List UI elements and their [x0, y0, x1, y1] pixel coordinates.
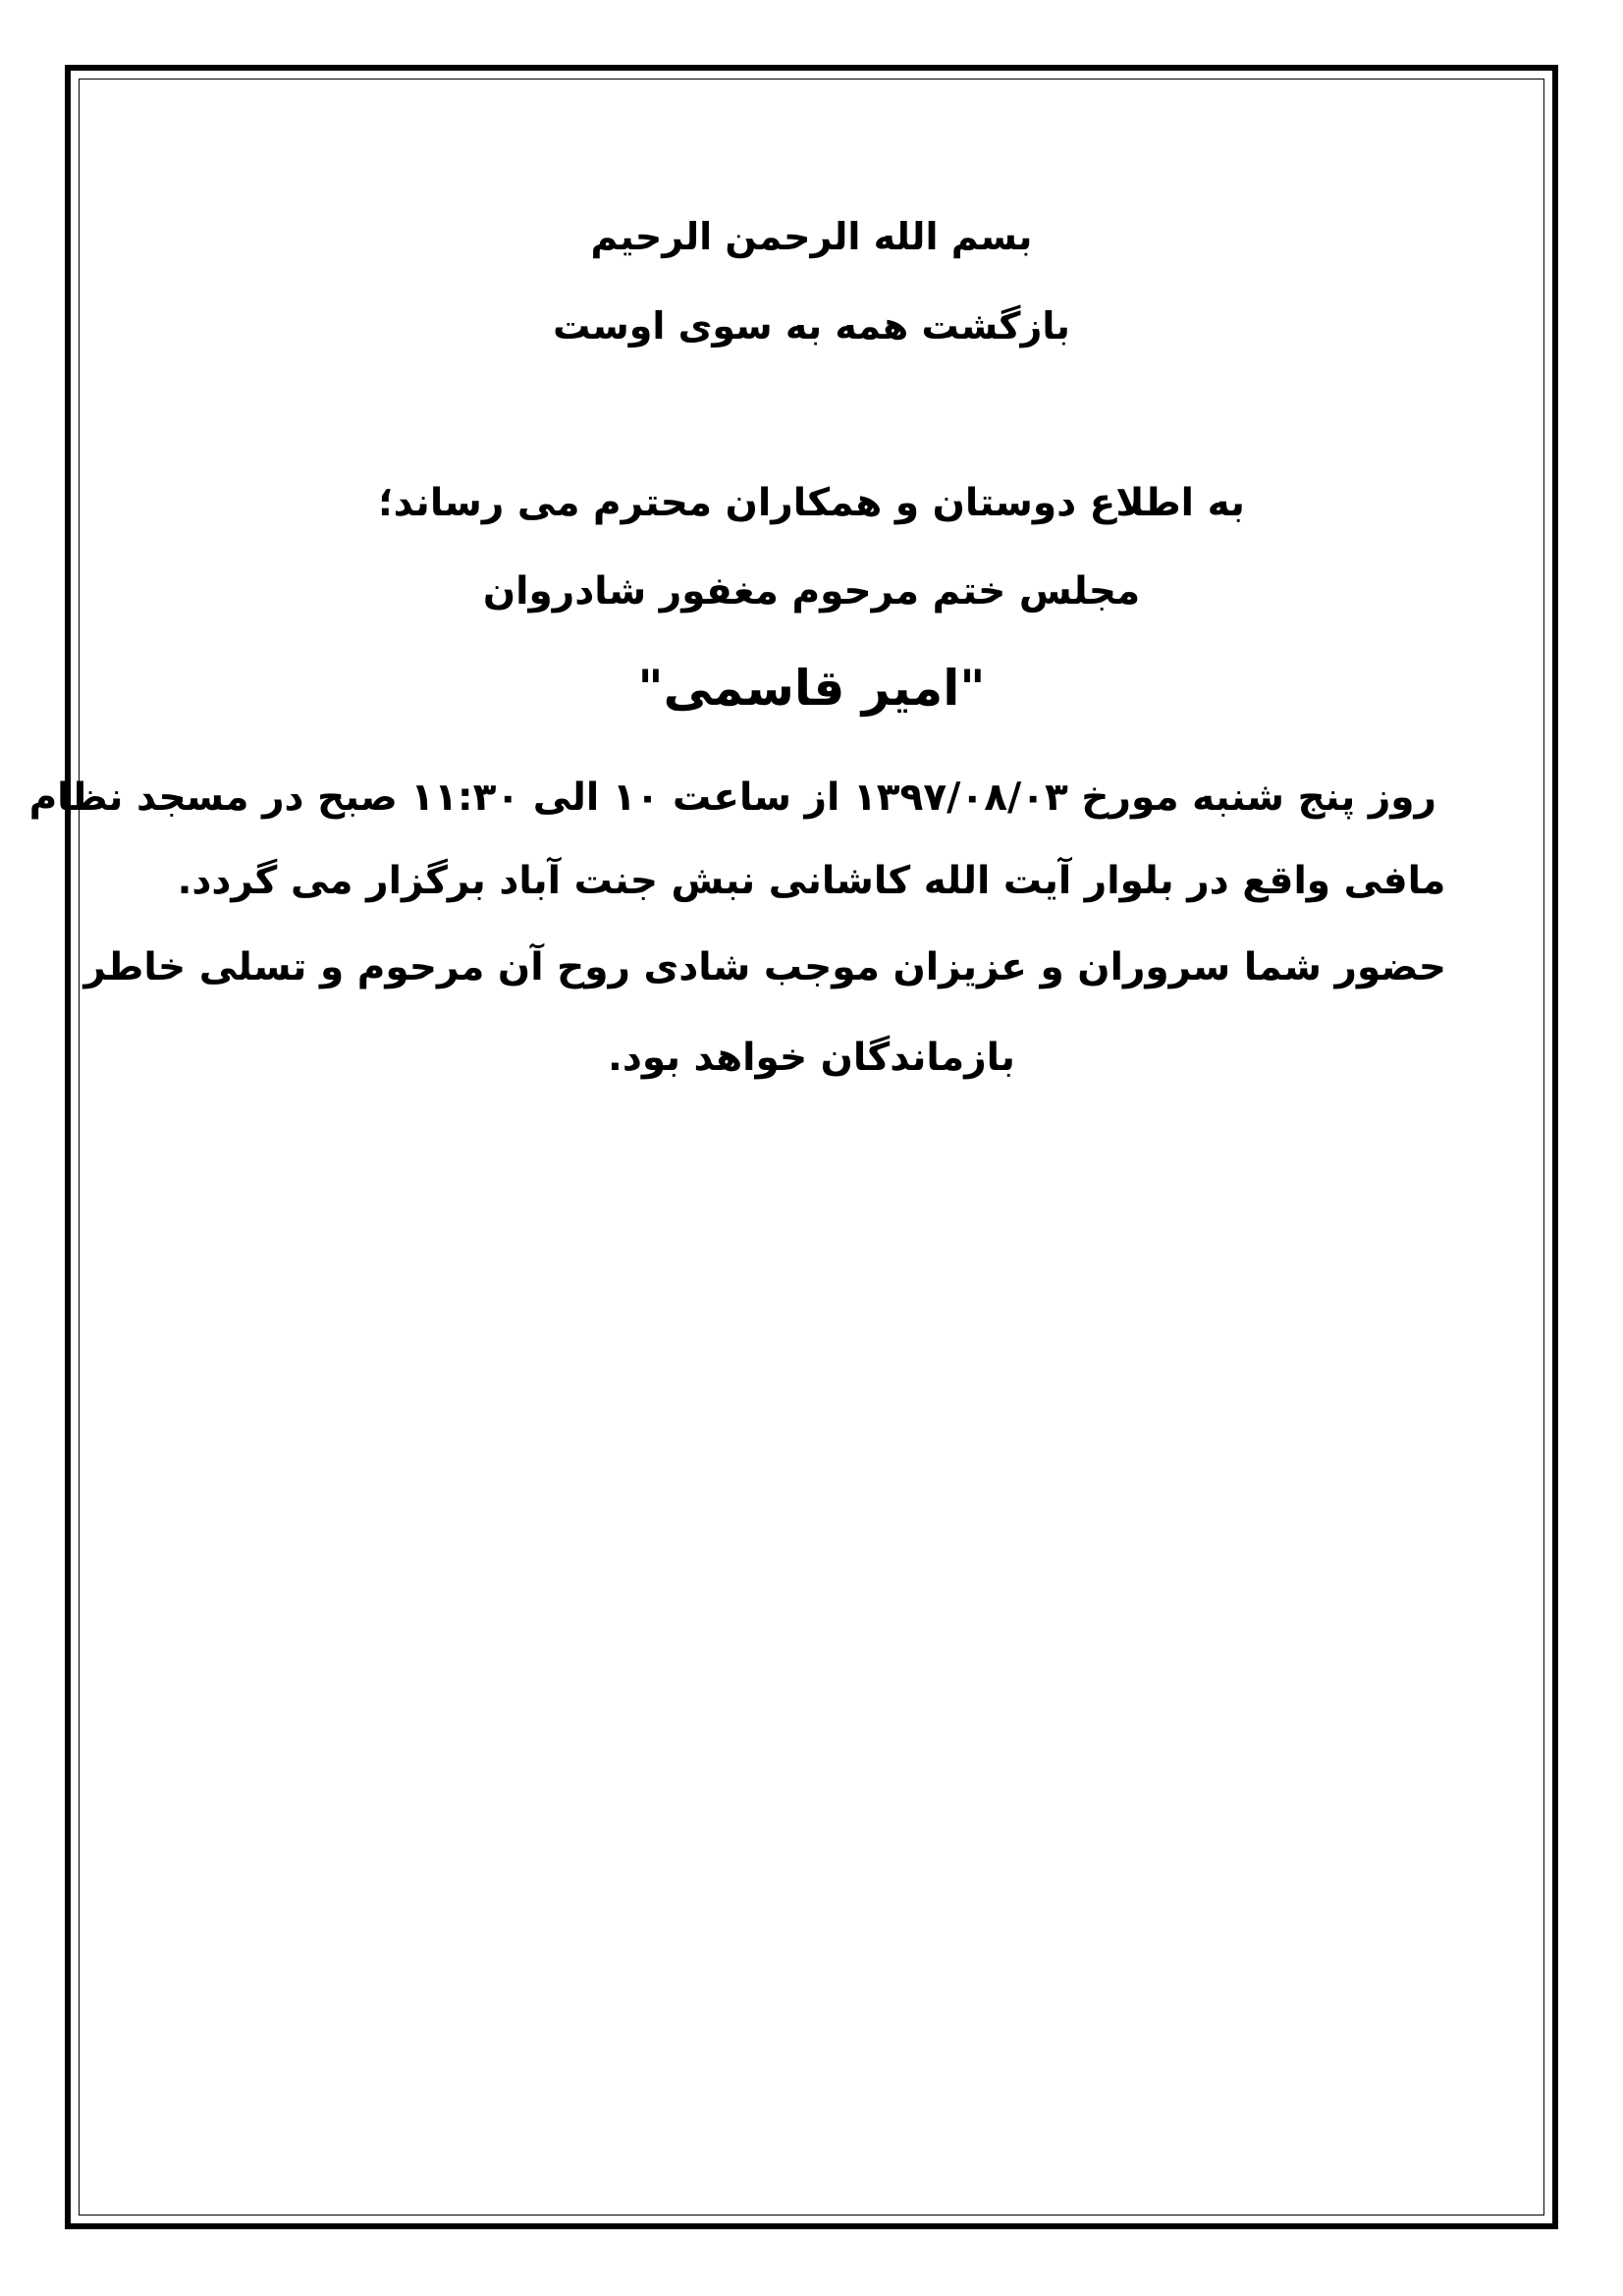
body-line-4: بازماندگان خواهد بود.: [608, 1036, 1015, 1080]
return-phrase: بازگشت همه به سوی اوست: [553, 304, 1070, 347]
deceased-name: "امیر قاسمی": [637, 660, 986, 717]
body-line-2: مافی واقع در بلوار آیت الله کاشانی نبش جنت آباد برگزار می گردد.: [177, 859, 1446, 903]
bismillah-heading: بسم الله الرحمن الرحیم: [590, 215, 1033, 258]
inform-line: به اطلاع دوستان و همکاران محترم می رساند؛: [378, 481, 1245, 525]
body-line-3: حضور شما سروران و عزیزان موجب شادی روح آن مرحوم و تسلی خاطر: [83, 945, 1446, 989]
body-line-1: روز پنج شنبه مورخ ۱۳۹۷/۰۸/۰۳ از ساعت ۱۰ الی ۱۱:۳۰ صبح در مسجد نظام: [28, 775, 1436, 820]
ceremony-line: مجلس ختم مرحوم مغفور شادروان: [482, 569, 1141, 614]
page-border-inner: [28, 79, 1544, 2216]
